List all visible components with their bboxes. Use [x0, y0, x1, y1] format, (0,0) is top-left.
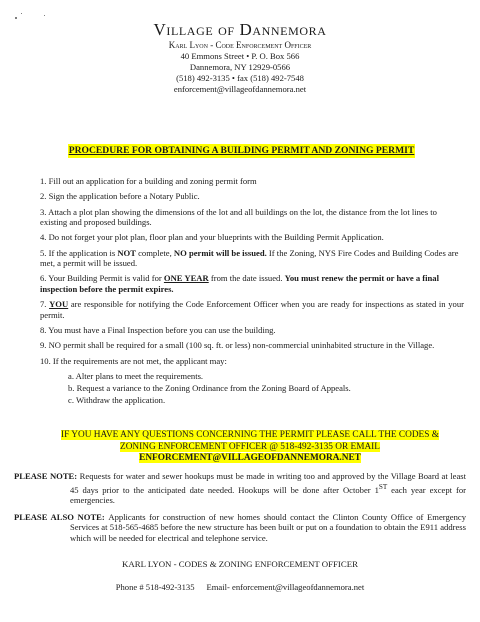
step-7-emphasis-you: YOU: [49, 299, 69, 310]
scan-speck: [15, 17, 17, 19]
letterhead: [0, 20, 480, 95]
step-8: 8. You must have a Final Inspection before you can use the building.: [40, 325, 276, 336]
step-6-emphasis-one-year: ONE YEAR: [163, 273, 209, 284]
step-6: [40, 273, 464, 294]
step-6-text-c: from the date issued.: [208, 273, 285, 284]
step-6-text-a: 6. Your Building Permit is valid for: [40, 273, 164, 284]
step-2: 2. Sign the application before a Notary Public.: [40, 191, 200, 202]
note-e911: [14, 512, 466, 544]
contact-email: Email- enforcement@villageofdannemora.net: [206, 582, 365, 592]
note-superscript: ST: [378, 482, 388, 491]
letterhead-officer: Karl Lyon - Code Enforcement Officer: [168, 40, 312, 50]
step-6-emphasis-renew: You must renew the permit or have a final inspection before the permit expires.: [40, 273, 439, 294]
step-3: 3. Attach a plot plan showing the dimensions of the lot and all buildings on the lot, the distance from the lot lines to existing and proposed buildings.: [40, 206, 437, 228]
letterhead-email: enforcement@villageofdannemora.net: [173, 84, 307, 94]
questions-callout: [40, 430, 460, 465]
step-10-option-c: c. Withdraw the application.: [68, 395, 166, 406]
note-text: Applicants for construction of new homes should contact the Clinton County Office of Emergency Services at 518-565-4685 before the new structure has been built or put on a foundation to obtain the E911 address which will be needed for electrical and telephone service.: [70, 511, 466, 543]
step-10: 10. If the requirements are not met, the applicant may:: [40, 355, 227, 366]
step-5-text-e: If the Zoning, NYS Fire Codes and Building Codes are met, a permit will be issued.: [40, 247, 459, 269]
step-5-text-a: 5. If the application is: [40, 247, 118, 258]
step-5-emphasis-no-permit: NO permit will be issued.: [173, 247, 267, 258]
step-1: 1. Fill out an application for a building and zoning permit form: [40, 176, 257, 186]
step-4: 4. Do not forget your plot plan, floor plan and your blueprints with the Building Permit Application.: [40, 232, 384, 243]
letterhead-phone-fax: (518) 492-3135 • fax (518) 492-7548: [176, 73, 304, 83]
step-7-text-c: are responsible for notifying the Code Enforcement Officer when you are ready for inspections as stated in your permit.: [40, 299, 464, 320]
letterhead-title: Village of Dannemora: [153, 20, 327, 39]
step-5-text-c: complete,: [135, 247, 174, 258]
procedure-steps: [40, 176, 464, 407]
callout-line-2: ZONING ENFORCEMENT OFFICER @ 518-492-3135 OR EMAIL: [120, 441, 380, 452]
note-text-tail: each year except for emergencies.: [70, 484, 466, 506]
note-label: PLEASE NOTE:: [14, 471, 80, 481]
step-5: [40, 248, 464, 269]
letterhead-city: Dannemora, NY 12929-0566: [189, 62, 291, 72]
step-7-text-a: 7.: [40, 299, 50, 310]
procedure-heading: PROCEDURE FOR OBTAINING A BUILDING PERMIT AND ZONING PERMIT: [68, 145, 415, 156]
note-water-sewer: [14, 471, 466, 506]
contact-phone: Phone # 518-492-3135: [115, 582, 195, 592]
step-5-emphasis-not: NOT: [117, 247, 136, 258]
letterhead-address: 40 Emmons Street • P. O. Box 566: [180, 51, 300, 61]
step-10-options: [68, 371, 464, 406]
step-7: [40, 299, 464, 320]
step-10-option-b: b. Request a variance to the Zoning Ordinance from the Zoning Board of Appeals.: [68, 383, 351, 394]
note-label: PLEASE ALSO NOTE:: [14, 511, 109, 522]
step-9: 9. NO permit shall be required for a small (100 sq. ft. or less) non-commercial uninhabited structure in the Village.: [40, 340, 435, 351]
signature-line: KARL LYON - CODES & ZONING ENFORCEMENT OFFICER: [122, 559, 358, 569]
callout-email: ENFORCEMENT@VILLAGEOFDANNEMORA.NET: [139, 453, 361, 463]
callout-line-1: IF YOU HAVE ANY QUESTIONS CONCERNING THE PERMIT PLEASE CALL THE CODES &: [61, 430, 439, 440]
notes-section: [14, 471, 466, 549]
contact-line: [0, 582, 480, 592]
step-10-option-a: a. Alter plans to meet the requirements.: [68, 370, 204, 381]
note-text: Requests for water and sewer hookups must be made in writing too and approved by the Village Board at least 45 days prior to the anticipated date needed. Hookups will be done after October 1: [70, 471, 466, 495]
scan-speck: [44, 15, 45, 16]
scan-speck: [21, 13, 22, 14]
